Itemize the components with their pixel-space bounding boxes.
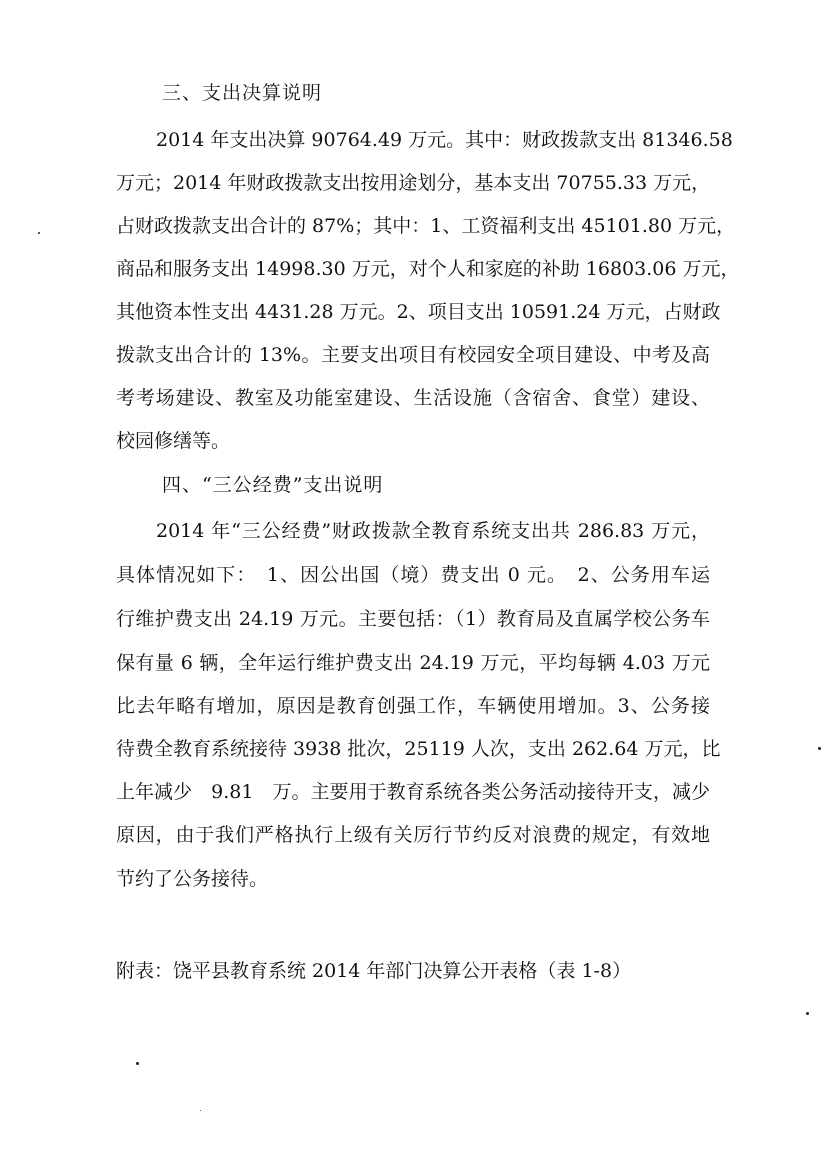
appendix-note: 附表：饶平县教育系统 2014 年部门决算公开表格（表 1-8） [116, 960, 632, 982]
section-3-line-5: 其他资本性支出 4431.28 万元。2、项目支出 10591.24 万元，占财政 [116, 301, 721, 323]
section-4-line-6: 待费全教育系统接待 3938 批次，25119 人次，支出 262.64 万元，比 [116, 738, 721, 760]
section-3-line-7: 考考场建设、教室及功能室建设、生活设施（含宿舍、食堂）建设、 [116, 387, 710, 409]
section-3-line-8: 校园修缮等。 [116, 430, 231, 452]
scan-speck [136, 1062, 139, 1065]
section-4-line-8: 原因，由于我们严格执行上级有关厉行节约反对浪费的规定，有效地 [116, 824, 710, 846]
section-4-line-7: 上年减少 9.81 万。主要用于教育系统各类公务活动接待开支，减少 [116, 781, 710, 803]
section-3-line-2: 万元；2014 年财政拨款支出按用途划分，基本支出 70755.33 万元， [116, 172, 711, 194]
section-4-line-4: 保有量 6 辆，全年运行维护费支出 24.19 万元，平均每辆 4.03 万元 [116, 652, 710, 674]
section-4-heading: 四、“三公经费”支出说明 [162, 474, 384, 496]
section-4-line-5: 比去年略有增加，原因是教育创强工作，车辆使用增加。3、公务接 [116, 695, 710, 717]
section-4-line-1: 2014 年“三公经费”财政拨款全教育系统支出共 286.83 万元， [156, 520, 710, 542]
section-3-line-4: 商品和服务支出 14998.30 万元，对个人和家庭的补助 16803.06 万元， [116, 258, 740, 280]
section-3-line-6: 拨款支出合计的 13%。主要支出项目有校园安全项目建设、中考及高 [116, 344, 710, 366]
section-4-line-3: 行维护费支出 24.19 万元。主要包括：（1）教育局及直属学校公务车 [116, 608, 710, 630]
section-3-line-1: 2014 年支出决算 90764.49 万元。其中：财政拨款支出 81346.58 [156, 129, 733, 151]
scan-speck [38, 232, 40, 234]
section-3-heading: 三、支出决算说明 [162, 82, 323, 104]
section-4-line-2: 具体情况如下： 1、因公出国（境）费支出 0 元。 2、公务用车运 [116, 564, 710, 586]
section-4-line-9: 节约了公务接待。 [116, 868, 269, 890]
scan-speck [200, 1110, 201, 1111]
scan-speck [806, 1012, 809, 1015]
section-3-line-3: 占财政拨款支出合计的 87%；其中：1、工资福利支出 45101.80 万元， [116, 215, 736, 237]
scan-speck [818, 747, 821, 750]
